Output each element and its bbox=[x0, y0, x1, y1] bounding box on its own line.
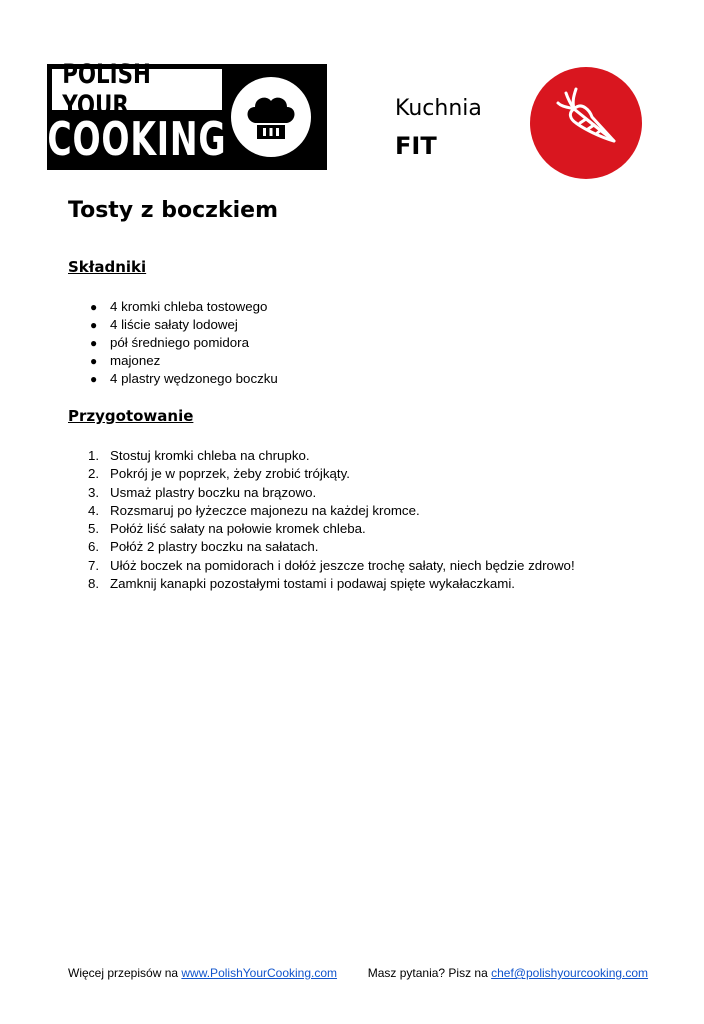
preparation-heading: Przygotowanie bbox=[68, 407, 194, 425]
list-item bbox=[68, 352, 278, 370]
logo bbox=[47, 58, 327, 170]
preparation-steps bbox=[68, 447, 575, 593]
list-item bbox=[68, 520, 575, 538]
list-item bbox=[68, 298, 278, 316]
ingredient-text: 4 liście sałaty lodowej bbox=[110, 317, 238, 332]
bullet-icon: ● bbox=[90, 354, 98, 368]
list-item bbox=[68, 484, 575, 502]
list-item bbox=[68, 538, 575, 556]
footer-more-text: Więcej przepisów na bbox=[68, 966, 179, 980]
step-number: 2. bbox=[88, 466, 100, 482]
list-item bbox=[68, 465, 575, 483]
category-label: Kuchnia bbox=[395, 96, 482, 121]
step-text: Połóż 2 plastry boczku na sałatach. bbox=[110, 539, 319, 555]
bullet-icon: ● bbox=[90, 318, 98, 332]
site-link[interactable]: www.PolishYourCooking.com bbox=[181, 966, 338, 980]
logo-line1: POLISH YOUR bbox=[62, 58, 151, 121]
step-number: 7. bbox=[88, 557, 100, 573]
step-number: 6. bbox=[88, 539, 100, 555]
chef-hat-icon bbox=[231, 77, 311, 157]
footer-question-text: Masz pytania? Pisz na bbox=[367, 966, 488, 980]
ingredients-list bbox=[68, 298, 278, 388]
step-text: Usmaż plastry boczku na brązowo. bbox=[110, 484, 317, 500]
bullet-icon: ● bbox=[90, 372, 98, 386]
list-item bbox=[68, 334, 278, 352]
carrot-icon bbox=[530, 67, 642, 179]
step-text: Rozsmaruj po łyżeczce majonezu na każdej kromce. bbox=[110, 502, 420, 518]
step-number: 4. bbox=[88, 502, 100, 518]
ingredients-heading: Składniki bbox=[68, 258, 147, 276]
list-item bbox=[68, 316, 278, 334]
email-link[interactable]: chef@polishyourcooking.com bbox=[491, 966, 649, 980]
list-item bbox=[68, 370, 278, 388]
footer bbox=[68, 966, 648, 980]
list-item bbox=[68, 502, 575, 520]
ingredient-text: 4 kromki chleba tostowego bbox=[110, 299, 268, 314]
step-number: 8. bbox=[88, 576, 100, 592]
logo-line2: COOKING bbox=[47, 111, 227, 166]
step-text: Ułóż boczek na pomidorach i dołóż jeszcze trochę sałaty, niech będzie zdrowo! bbox=[110, 557, 575, 573]
ingredient-text: pół średniego pomidora bbox=[110, 335, 249, 350]
step-text: Połóż liść sałaty na połowie kromek chleba. bbox=[110, 521, 366, 537]
bullet-icon: ● bbox=[90, 336, 98, 350]
step-number: 1. bbox=[88, 448, 100, 463]
category-value: FIT bbox=[395, 132, 437, 160]
list-item bbox=[68, 447, 575, 465]
bullet-icon: ● bbox=[90, 300, 98, 314]
list-item bbox=[68, 557, 575, 575]
logo-bottom-band bbox=[47, 111, 227, 166]
ingredient-text: majonez bbox=[110, 353, 161, 368]
logo-top-band bbox=[52, 58, 222, 121]
step-text: Zamknij kanapki pozostałymi tostami i podawaj spięte wykałaczkami. bbox=[110, 576, 515, 592]
list-item bbox=[68, 575, 575, 593]
step-number: 3. bbox=[88, 484, 100, 500]
recipe-title: Tosty z boczkiem bbox=[68, 198, 278, 223]
ingredient-text: 4 plastry wędzonego boczku bbox=[110, 371, 278, 386]
step-number: 5. bbox=[88, 521, 100, 537]
step-text: Pokrój je w poprzek, żeby zrobić trójkąty. bbox=[110, 466, 350, 482]
step-text: Stostuj kromki chleba na chrupko. bbox=[110, 448, 310, 463]
